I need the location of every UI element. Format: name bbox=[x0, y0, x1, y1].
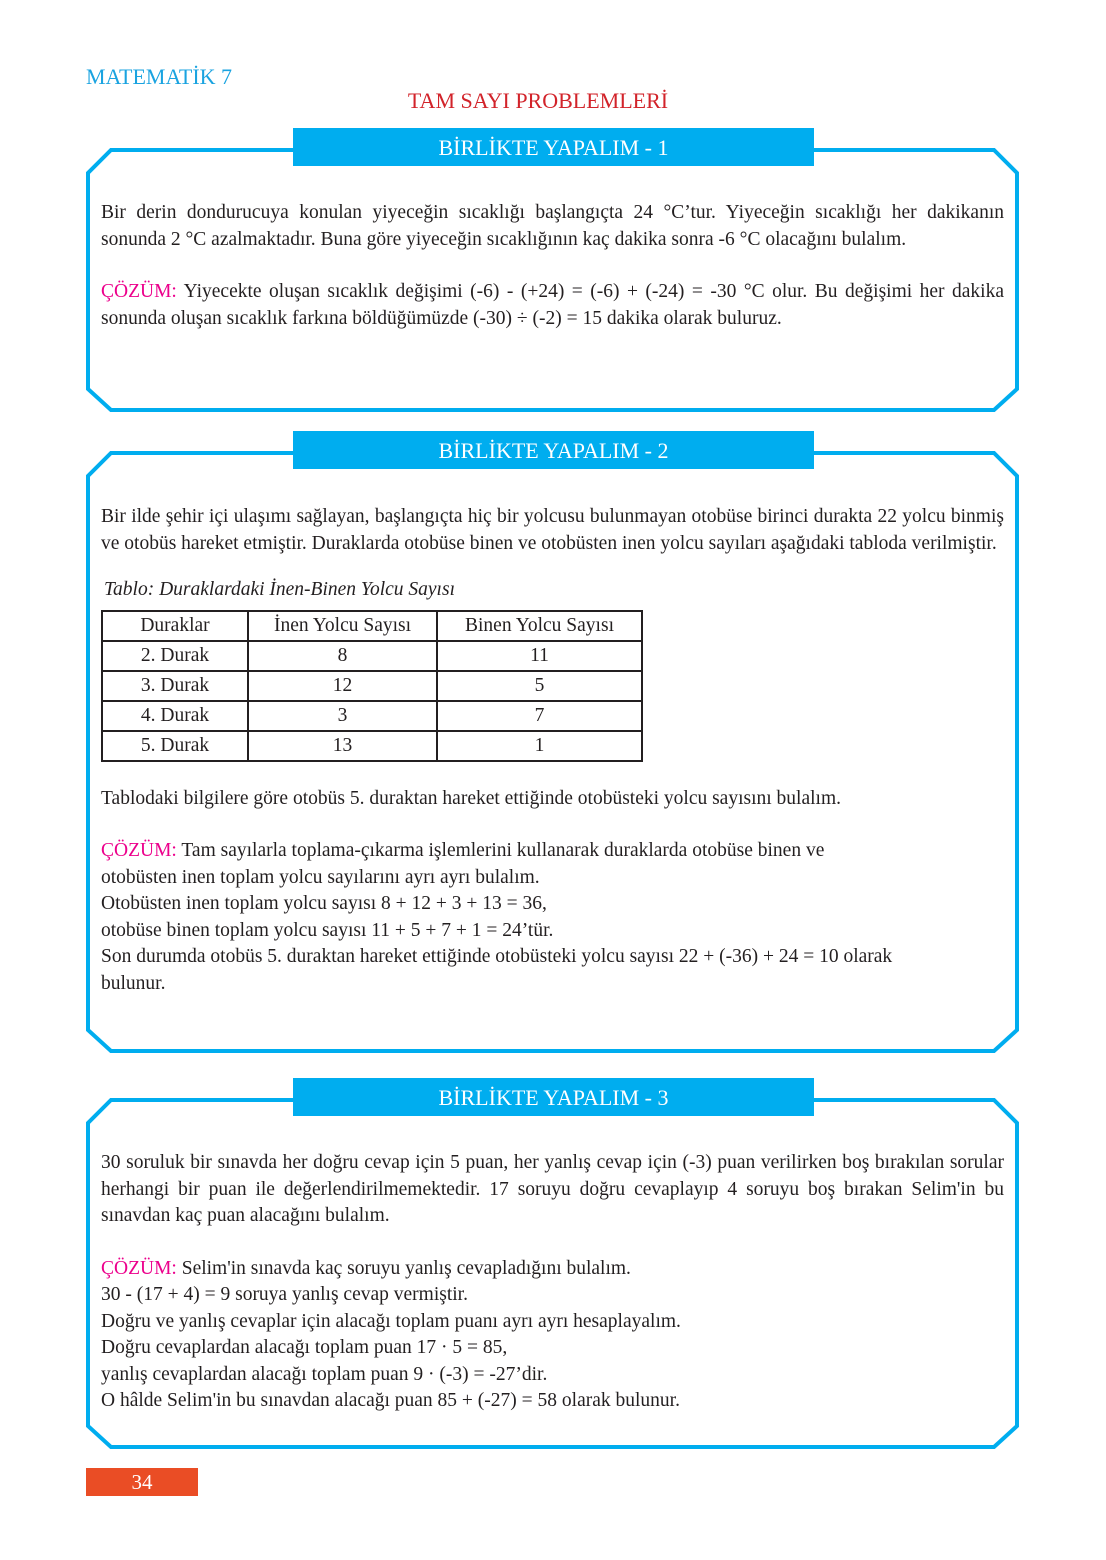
cell: 2. Durak bbox=[102, 641, 248, 671]
table-row bbox=[102, 671, 642, 701]
header-cell: İnen Yolcu Sayısı bbox=[248, 611, 437, 641]
cell: 12 bbox=[248, 671, 437, 701]
solution-line: Tam sayılarla toplama-çıkarma işlemlerini kullanarak duraklarda otobüse binen ve bbox=[176, 840, 825, 861]
table-row bbox=[102, 701, 642, 731]
problem-text: Bir derin dondurucuya konulan yiyeceğin sıcaklığı başlangıçta 24 °C’tur. Yiyeceğin sıcaklığı her dakikanın sonunda 2 °C azalmaktadır. Buna göre yiyeceğin sıcaklığının kaç dakika sonra -6 °C olacağını bulalım. bbox=[101, 202, 1004, 250]
solution-line: yanlış cevaplardan alacağı toplam puan 9 · (-3) = -27’dir. bbox=[101, 1363, 548, 1385]
table-header-row bbox=[102, 611, 642, 641]
solution-label: ÇÖZÜM: bbox=[101, 840, 177, 861]
cell: 1 bbox=[437, 731, 642, 761]
solution-line: O hâlde Selim'in bu sınavdan alacağı puan 85 + (-27) = 58 olarak bulunur. bbox=[101, 1390, 680, 1411]
cell: 8 bbox=[248, 641, 437, 671]
cell: 3 bbox=[248, 701, 437, 731]
activity-box-3 bbox=[86, 1085, 1019, 1449]
cell: 3. Durak bbox=[102, 671, 248, 701]
solution-line: Son durumda otobüs 5. duraktan hareket ettiğinde otobüsteki yolcu sayısı 22 + (-36) + 24 = 10 olarak bbox=[101, 946, 893, 967]
activity-box-2 bbox=[86, 438, 1019, 1053]
section-heading: BİRLİKTE YAPALIM - 1 bbox=[293, 128, 814, 166]
table-row bbox=[102, 731, 642, 761]
solution-line: 30 - (17 + 4) = 9 soruya yanlış cevap vermiştir. bbox=[101, 1284, 468, 1305]
solution-line: Otobüsten inen toplam yolcu sayısı 8 + 12 + 3 + 13 = 36, bbox=[101, 893, 547, 914]
solution-line: Doğru ve yanlış cevaplar için alacağı toplam puanı ayrı ayrı hesaplayalım. bbox=[101, 1310, 681, 1332]
cell: 5 bbox=[437, 671, 642, 701]
cell: 11 bbox=[437, 641, 642, 671]
solution-line: bulunur. bbox=[101, 972, 166, 994]
solution-text: Yiyecekte oluşan sıcaklık değişimi (-6) - (+24) = (-6) + (-24) = -30 °C olur. Bu değişimi her dakika sonunda oluşan sıcaklık farkına böldüğümüzde (-30) ÷ (-2) = 15 dakika olarak buluruz. bbox=[101, 281, 1004, 329]
problem-text: 30 soruluk bir sınavda her doğru cevap için 5 puan, her yanlış cevap için (-3) puan verilirken boş bırakılan sorular herhangi bir puan ile değerlendirilmemektedir. 17 soruyu doğru cevaplayıp 4 soruyu boş bırakan Selim'in bu sınavdan kaç puan alacağını bulalım. bbox=[101, 1152, 1004, 1226]
table-caption: Tablo: Duraklardaki İnen-Binen Yolcu Sayısı bbox=[104, 579, 455, 600]
problem-text: Bir ilde şehir içi ulaşımı sağlayan, başlangıçta hiç bir yolcusu bulunmayan otobüse birinci durakta 22 yolcu binmiş ve otobüs hareket etmiştir. Duraklarda otobüse binen ve otobüsten inen yolcu sayıları aşağıdaki tabloda verilmiştir. bbox=[101, 506, 1004, 554]
cell: 4. Durak bbox=[102, 701, 248, 731]
page-title: TAM SAYI PROBLEMLERİ bbox=[407, 88, 669, 113]
header-cell: Duraklar bbox=[102, 611, 248, 641]
question-text: Tablodaki bilgilere göre otobüs 5. duraktan hareket ettiğinde otobüsteki yolcu sayısını bulalım. bbox=[101, 787, 842, 809]
header-cell: Binen Yolcu Sayısı bbox=[437, 611, 642, 641]
table-row bbox=[102, 641, 642, 671]
solution-label: ÇÖZÜM: bbox=[101, 1257, 177, 1279]
page-number: 34 bbox=[86, 1468, 198, 1496]
activity-box-1 bbox=[86, 135, 1019, 412]
solution-line: otobüsten inen toplam yolcu sayılarını ayrı ayrı bulalım. bbox=[101, 866, 540, 888]
solution-line: Doğru cevaplardan alacağı toplam puan 17 · 5 = 85, bbox=[101, 1337, 508, 1358]
passenger-table bbox=[101, 610, 643, 762]
cell: 7 bbox=[437, 701, 642, 731]
solution-label: ÇÖZÜM: bbox=[101, 281, 177, 302]
cell: 13 bbox=[248, 731, 437, 761]
section-heading: BİRLİKTE YAPALIM - 2 bbox=[293, 431, 814, 469]
subject-label: MATEMATİK 7 bbox=[86, 64, 233, 89]
solution-line: otobüse binen toplam yolcu sayısı 11 + 5 + 7 + 1 = 24’tür. bbox=[101, 919, 554, 941]
solution-line: Selim'in sınavda kaç soruyu yanlış cevapladığını bulalım. bbox=[176, 1257, 631, 1279]
section-heading: BİRLİKTE YAPALIM - 3 bbox=[293, 1078, 814, 1116]
cell: 5. Durak bbox=[102, 731, 248, 761]
